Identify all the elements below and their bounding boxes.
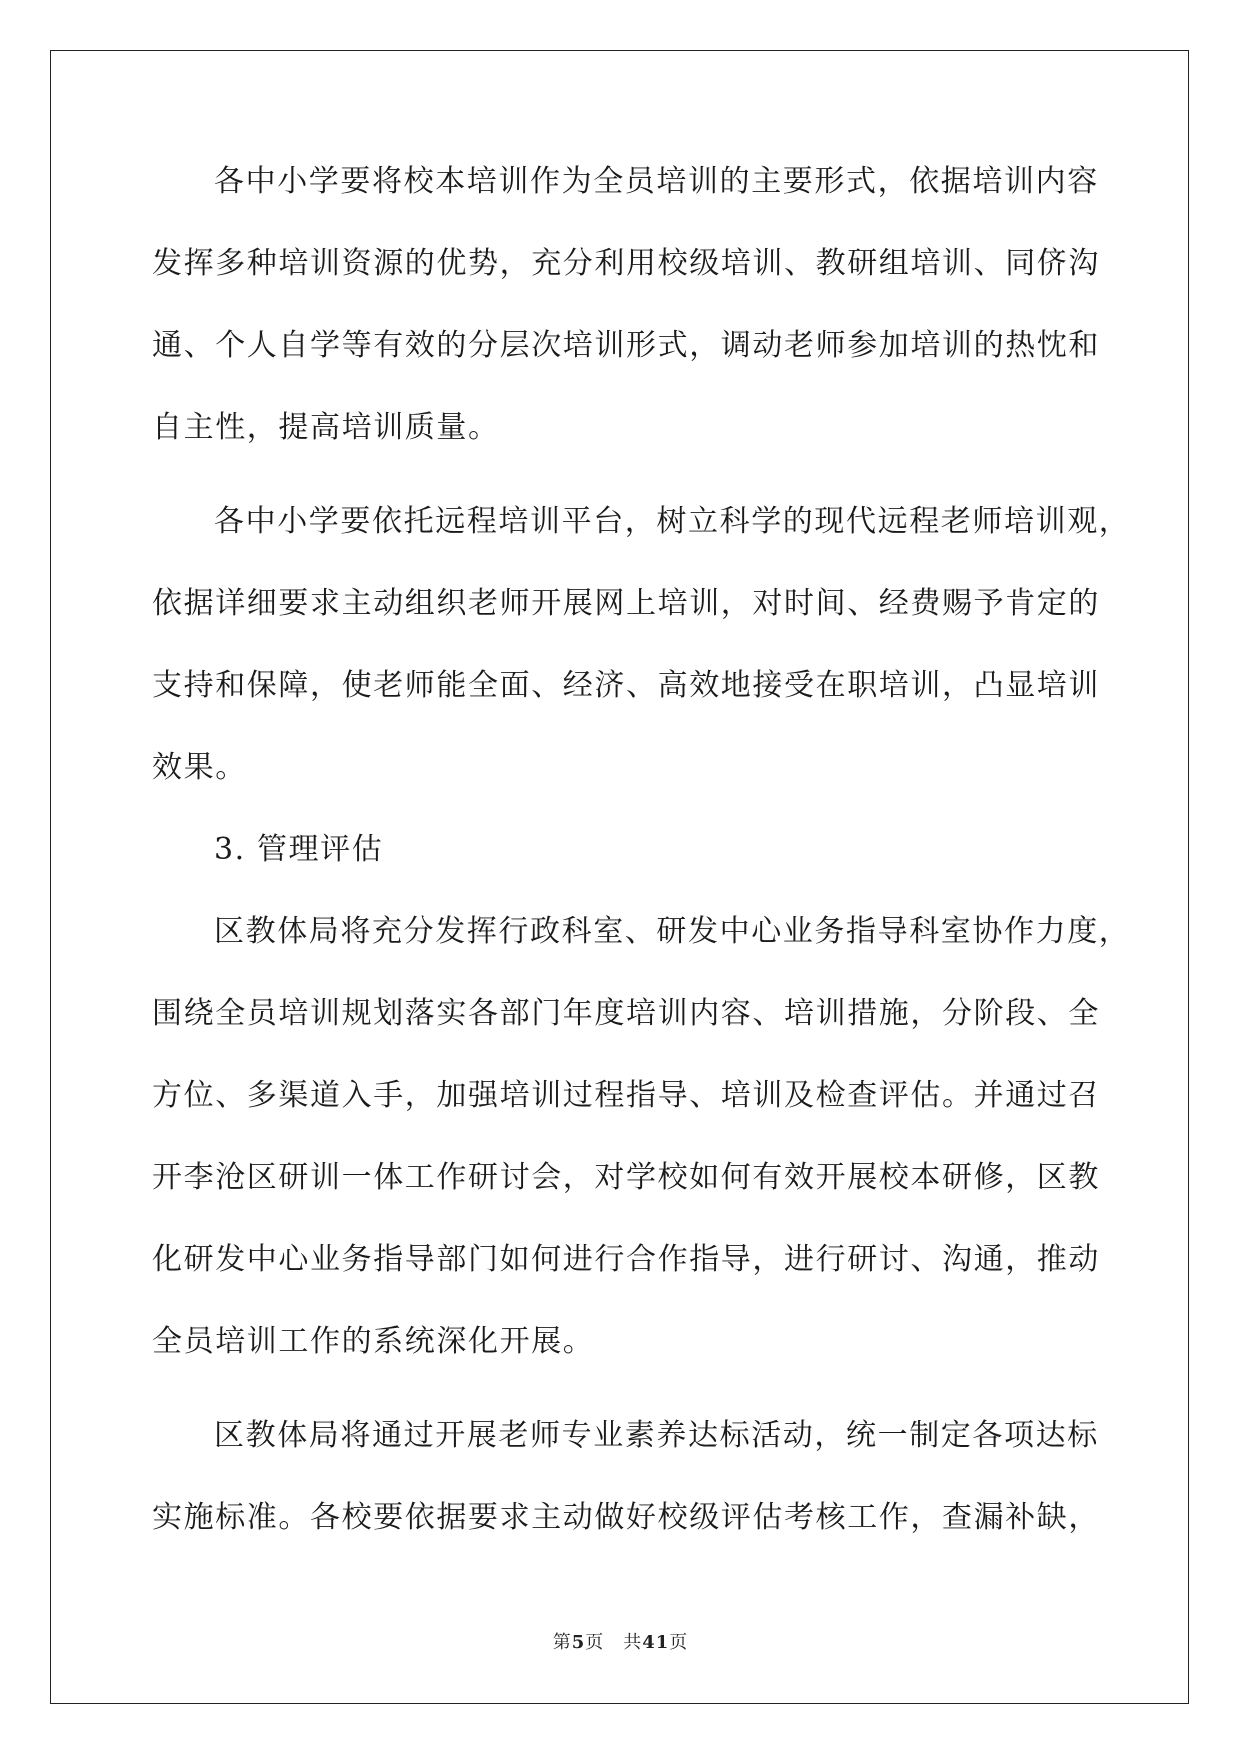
page-footer [0,1628,1241,1654]
text-line: 区教体局将充分发挥行政科室、研发中心业务指导科室协作力度， [214,914,1131,949]
text-line: 效果。 [152,750,247,785]
text-line: 各中小学要依托远程培训平台，树立科学的现代远程老师培训观， [214,504,1131,539]
text-line: 实施标准。各校要依据要求主动做好校级评估考核工作，查漏补缺， [152,1500,1100,1535]
footer-page-number: 5 [571,1632,586,1653]
text-line: 围绕全员培训规划落实各部门年度培训内容、培训措施，分阶段、全 [152,996,1100,1031]
footer-prefix: 第 [552,1632,572,1653]
text-line: 开李沧区研训一体工作研讨会，对学校如何有效开展校本研修，区教 [152,1160,1100,1195]
text-line: 方位、多渠道入手，加强培训过程指导、培训及检查评估。并通过召 [152,1078,1100,1113]
section-heading: 3. 管理评估 [214,832,384,867]
text-line: 通、个人自学等有效的分层次培训形式，调动老师参加培训的热忱和 [152,328,1100,363]
footer-middle: 页 共 [585,1632,643,1653]
text-line: 全员培训工作的系统深化开展。 [152,1324,595,1359]
text-line: 支持和保障，使老师能全面、经济、高效地接受在职培训，凸显培训 [152,668,1100,703]
footer-total-pages: 41 [642,1632,670,1653]
text-line: 化研发中心业务指导部门如何进行合作指导，进行研讨、沟通，推动 [152,1242,1100,1277]
text-line: 发挥多种培训资源的优势，充分利用校级培训、教研组培训、同侪沟 [152,246,1100,281]
text-line: 自主性，提高培训质量。 [152,410,500,445]
footer-suffix: 页 [669,1632,689,1653]
text-line: 依据详细要求主动组织老师开展网上培训，对时间、经费赐予肯定的 [152,586,1100,621]
document-body [152,162,1131,1580]
text-line: 区教体局将通过开展老师专业素养达标活动，统一制定各项达标 [214,1418,1099,1453]
text-line: 各中小学要将校本培训作为全员培训的主要形式，依据培训内容 [214,164,1099,199]
